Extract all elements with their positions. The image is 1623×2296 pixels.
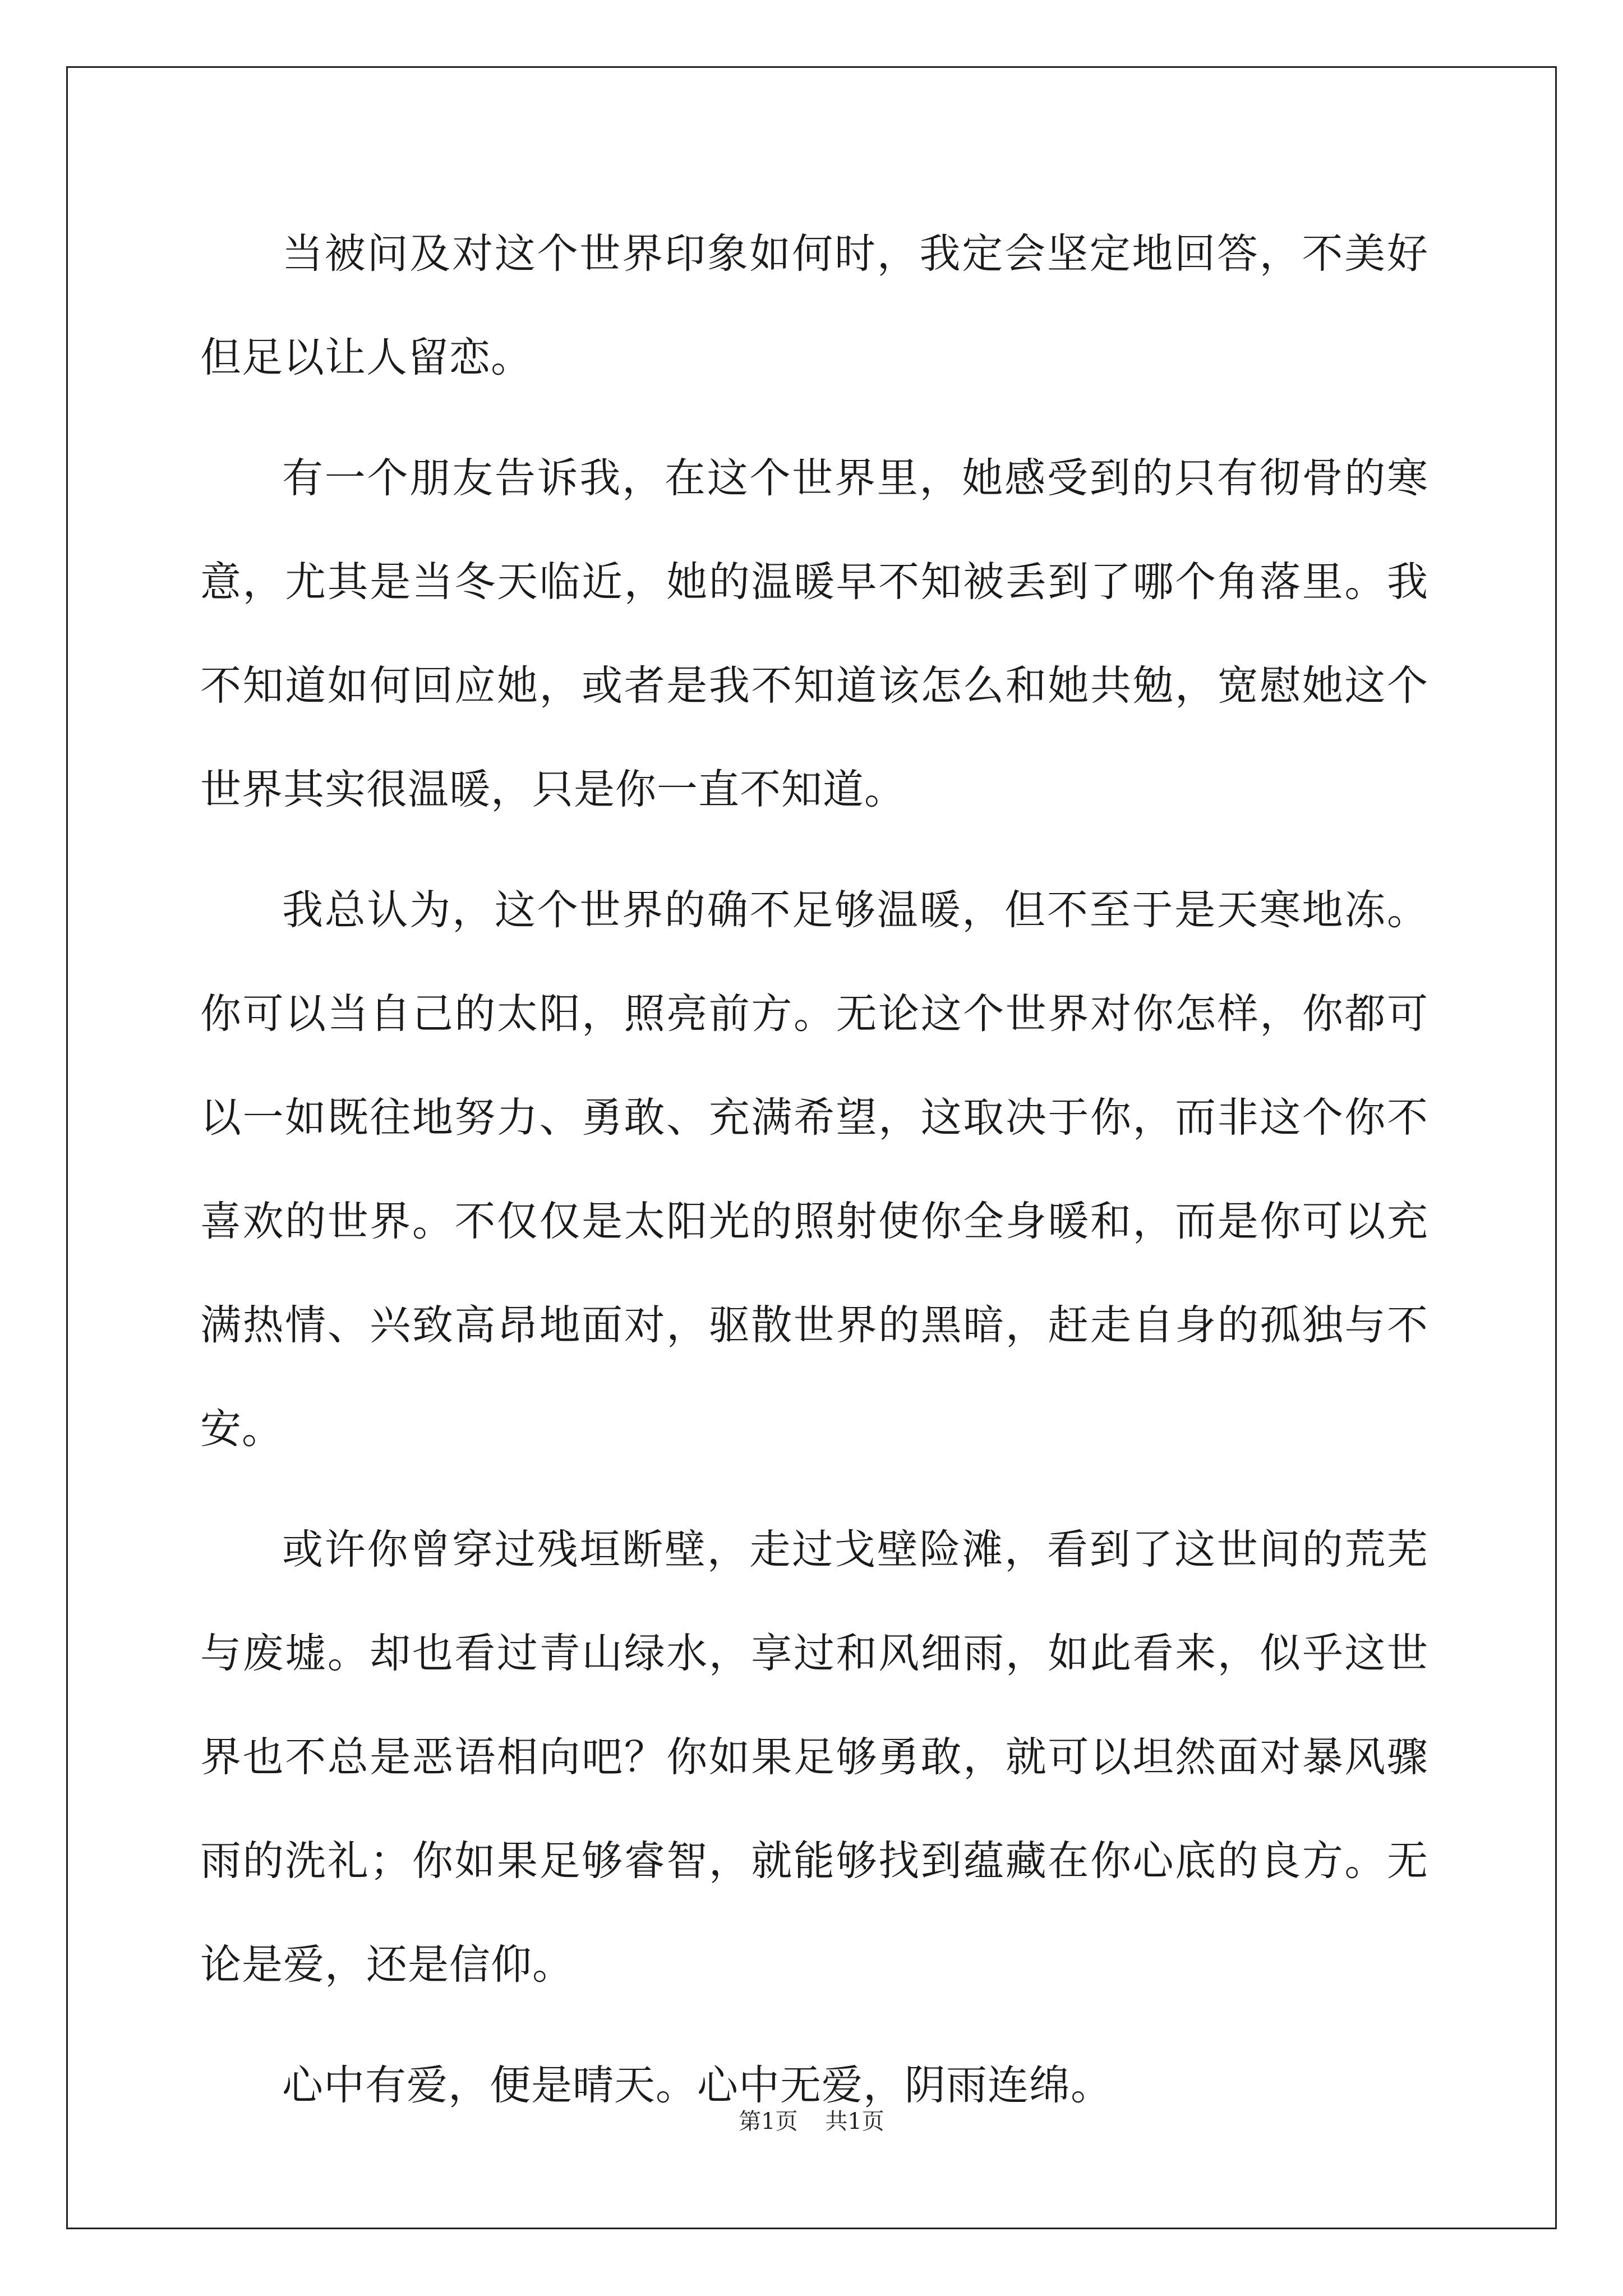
paragraph-3: 我总认为，这个世界的确不足够温暖，但不至于是天寒地冻。你可以当自己的太阳，照亮前方。无论这个世界对你怎样，你都可以一如既往地努力、勇敢、充满希望，这取决于你，而非这个你不喜欢的世界。不仅仅是太阳光的照射使你全身暖和，而是你可以充满热情、兴致高昂地面对，驱散世界的黑暗，赶走自身的孤独与不安。 <box>200 886 1428 1453</box>
paragraph-1: 当被问及对这个世界印象如何时，我定会坚定地回答，不美好但足以让人留恋。 <box>200 230 1428 381</box>
page-number-total: 共1页 <box>825 2109 884 2134</box>
paragraph-5: 心中有爱，便是晴天。心中无爱，阴雨连绵。 <box>282 2062 1112 2109</box>
document-body <box>200 202 1428 2137</box>
page-number-current: 第1页 <box>739 2109 798 2134</box>
paragraph-2: 有一个朋友告诉我，在这个世界里，她感受到的只有彻骨的寒意，尤其是当冬天临近，她的温暖早不知被丢到了哪个角落里。我不知道如何回应她，或者是我不知道该怎么和她共勉，宽慰她这个世界其实很温暖，只是你一直不知道。 <box>200 454 1428 813</box>
paragraph-4: 或许你曾穿过残垣断壁，走过戈壁险滩，看到了这世间的荒芜与废墟。却也看过青山绿水，享过和风细雨，如此看来，似乎这世界也不总是恶语相向吧？你如果足够勇敢，就可以坦然面对暴风骤雨的洗礼；你如果足够睿智，就能够找到蕴藏在你心底的良方。无论是爱，还是信仰。 <box>200 1526 1428 1989</box>
page-footer <box>0 2104 1623 2136</box>
